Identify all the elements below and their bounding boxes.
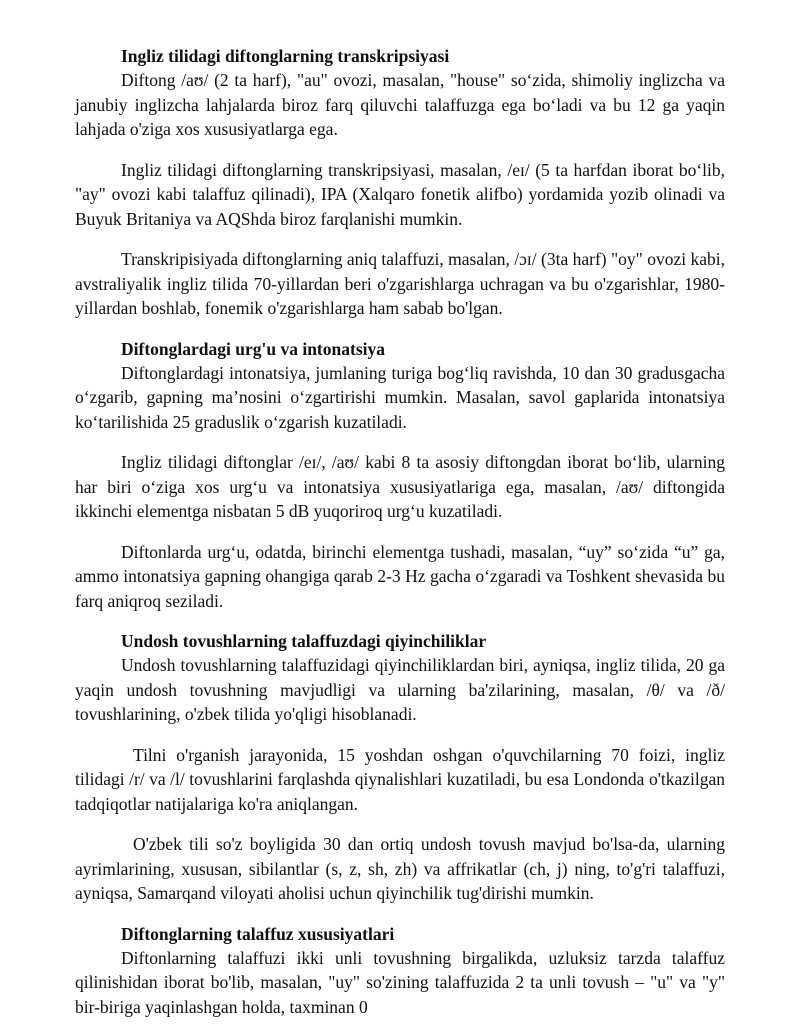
paragraph: Transkripisiyada diftonglarning aniq talaffuzi, masalan, /ɔɪ/ (3ta harf) "oy" ovozi kabi, avstraliyalik ingliz tilida 70-yillardan beri o'zgarishlarga uchragan va bu o'zgarishlar, 1980-yillardan boshlab, fonemik o'zgarishlarga ham sabab bo'lgan. [75,249,725,318]
paragraph: Ingliz tilidagi diftonglarning transkripsiyasi, masalan, /eɪ/ (5 ta harfdan iborat bo‘lib, "ay" ovozi kabi talaffuz qilinadi), IPA (Xalqaro fonetik alifbo) yordamida yozib olinadi va Buyuk Britaniya va AQShda biroz farqlanishi mumkin. [75,159,725,229]
section-heading: Undosh tovushlarning talaffuzdagi qiyinchiliklar [121,631,487,651]
paragraph: Tilni o'rganish jarayonida, 15 yoshdan oshgan o'quvchilarning 70 foizi, ingliz tilidagi /r/ va /l/ tovushlarini farqlashda qiynalishlari kuzatiladi, bu esa Londonda o'tkazilgan tadqiqotlar natijalariga ko'ra aniqlangan. [75,744,725,814]
paragraph: Diftonglardagi intonatsiya, jumlaning turiga bog‘liq ravishda, 10 dan 30 gradusgacha o‘zgarib, gapning ma’nosini o‘zgartirishi mumkin. Masalan, savol gaplarida intonatsiya ko‘tarilishida 25 graduslik o‘zgarish kuzatiladi. [75,362,725,432]
section-heading: Ingliz tilidagi diftonglarning transkripsiyasi [121,46,450,66]
document-page [75,44,725,1019]
paragraph: Ingliz tilidagi diftonglar /eɪ/, /aʊ/ kabi 8 ta asosiy diftongdan iborat bo‘lib, ularning har biri o‘ziga xos urg‘u va intonatsiya xususiyatlariga ega, masalan, /aʊ/ diftongida ikkinchi elementga nisbatan 5 dB yuqoriroq urg‘u kuzatiladi. [75,452,725,521]
paragraph: Undosh tovushlarning talaffuzidagi qiyinchiliklardan biri, ayniqsa, ingliz tilida, 20 ga yaqin undosh tovushning mavjudligi va ularning ba'zilarining, masalan, /θ/ va /ð/ tovushlarining, o'zbek tilida yo'qligi hisoblanadi. [75,655,725,724]
section-heading: Diftonglardagi urg'u va intonatsiya [121,338,385,359]
paragraph: Diftonlarning talaffuzi ikki unli tovushning birgalikda, uzluksiz tarzda talaffuz qilinishidan iborat bo'lib, masalan, "uy" so'zining talaffuzida 2 ta unli tovush – "u" va "y" bir-biriga yaqinlashgan holda, taxminan 0 [75,947,725,1017]
section-heading: Diftonglarning talaffuz xususiyatlari [121,923,395,944]
paragraph: Diftong /aʊ/ (2 ta harf), "au" ovozi, masalan, "house" so‘zida, shimoliy inglizcha va janubiy inglizcha lahjalarda biroz farq qiluvchi talaffuzga ega bo‘ladi va bu 12 ga yaqin lahjada o'ziga xos xususiyatlarga ega. [75,70,725,139]
paragraph: O'zbek tili so'z boyligida 30 dan ortiq undosh tovush mavjud bo'lsa-da, ularning ayrimlarining, xususan, sibilantlar (s, z, sh, zh) va affrikatlar (ch, j) ning, to'g'ri talaffuzi, ayniqsa, Samarqand viloyati aholisi uchun qiyinchilik tug'dirishi mumkin. [75,834,725,903]
paragraph: Diftonlarda urg‘u, odatda, birinchi elementga tushadi, masalan, “uy” so‘zida “u” ga, ammo intonatsiya gapning ohangiga qarab 2-3 Hz gacha o‘zgaradi va Toshkent shevasida bu farq aniqroq seziladi. [75,541,725,611]
